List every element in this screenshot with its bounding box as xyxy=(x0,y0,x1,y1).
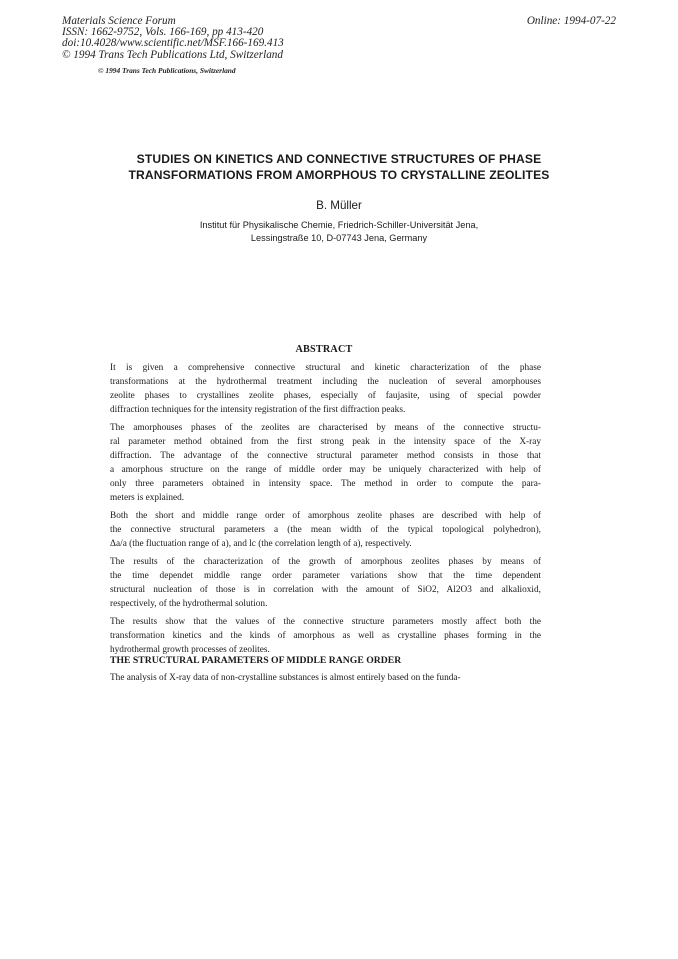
section-text: The analysis of X-ray data of non-crystalline substances is almost entirely based on the funda- xyxy=(110,673,461,683)
paper-title xyxy=(60,151,618,183)
text-line: zeolite phases to crystallines zeolite phases, especially of faujasite, using of special powder xyxy=(110,391,541,402)
text-line: The amorphouses phases of the zeolites are characterised by means of the connective structu- xyxy=(110,422,541,433)
text-line: It is given a comprehensive connective structural and kinetic characterization of the phase xyxy=(110,363,541,373)
abstract-heading: ABSTRACT xyxy=(295,344,353,355)
affiliation-line: Lessingstraße 10, D-07743 Jena, Germany xyxy=(250,232,428,243)
text-line: diffraction. The advantage of the connective structural parameter method consists in those that xyxy=(110,451,541,462)
text-line: Δa/a (the fluctuation range of a), and lc (the correlation length of a), respectively. xyxy=(110,539,412,550)
abstract-paragraph xyxy=(110,555,541,611)
text-line: The results of the characterization of the growth of amorphous zeolites phases by means of xyxy=(110,556,541,567)
text-line: meters is explained. xyxy=(110,493,185,504)
abstract-paragraph xyxy=(110,615,541,657)
text-line: Both the short and middle range order of amorphous zeolite phases are described with help of xyxy=(110,510,541,521)
abstract-body xyxy=(110,361,541,660)
abstract-paragraph xyxy=(110,421,541,506)
affiliation xyxy=(60,219,618,244)
text-line: the connective structural parameters a (the mean width of the typical topological polyhedron), xyxy=(110,525,541,536)
affiliation-line: Institut für Physikalische Chemie, Friedrich-Schiller-Universität Jena, xyxy=(199,220,479,230)
text-line: a amorphous structure on the range of middle order may be uniquely characterized with help of xyxy=(110,465,541,476)
publication-metadata xyxy=(62,16,284,61)
text-line: respectively, of the hydrothermal solution. xyxy=(110,599,268,609)
text-line: hydrothermal growth processes of zeolites. xyxy=(110,644,270,655)
abstract-paragraph xyxy=(110,361,541,417)
text-line: diffraction techniques for the intensity registration of the first diffraction peaks. xyxy=(110,405,406,416)
title-line: STUDIES ON KINETICS AND CONNECTIVE STRUCTURES OF PHASE xyxy=(136,152,542,166)
copyright-small: © 1994 Trans Tech Publications, Switzerland xyxy=(98,66,236,75)
doi-line: doi:10.4028/www.scientific.net/MSF.166-169.413 xyxy=(62,37,284,50)
text-line: the time dependet middle range order parameter variations show that the time dependent xyxy=(110,570,541,581)
text-line: structural nucleation of those is in correlation with the amount of SiO2, Al2O3 and alkalioxid, xyxy=(110,584,541,595)
journal-name: Materials Science Forum xyxy=(62,15,176,27)
online-date: Online: 1994-07-22 xyxy=(526,15,616,27)
abstract-paragraph xyxy=(110,509,541,551)
author-name: B. Müller xyxy=(316,199,362,212)
text-line: ral parameter method obtained from the first strong peak in the intensity space of the X-ray xyxy=(110,436,541,447)
section-heading: THE STRUCTURAL PARAMETERS OF MIDDLE RANGE ORDER xyxy=(110,655,402,666)
text-line: only three parameters obtained in intensity space. The method in order to compute the para- xyxy=(110,479,541,490)
text-line: The results show that the values of the connective structure parameters mostly affect both the xyxy=(110,616,541,627)
issn-line: ISSN: 1662-9752, Vols. 166-169, pp 413-420 xyxy=(62,26,264,39)
copyright-line: © 1994 Trans Tech Publications Ltd, Switzerland xyxy=(62,48,283,61)
text-line: transformations at the hydrothermal treatment including the nucleation of several amorphouses xyxy=(110,377,541,388)
title-line: TRANSFORMATIONS FROM AMORPHOUS TO CRYSTALLINE ZEOLITES xyxy=(128,168,550,182)
text-line: transformation kinetics and the kinds of amorphous as well as crystalline phases forming in the xyxy=(110,630,541,641)
